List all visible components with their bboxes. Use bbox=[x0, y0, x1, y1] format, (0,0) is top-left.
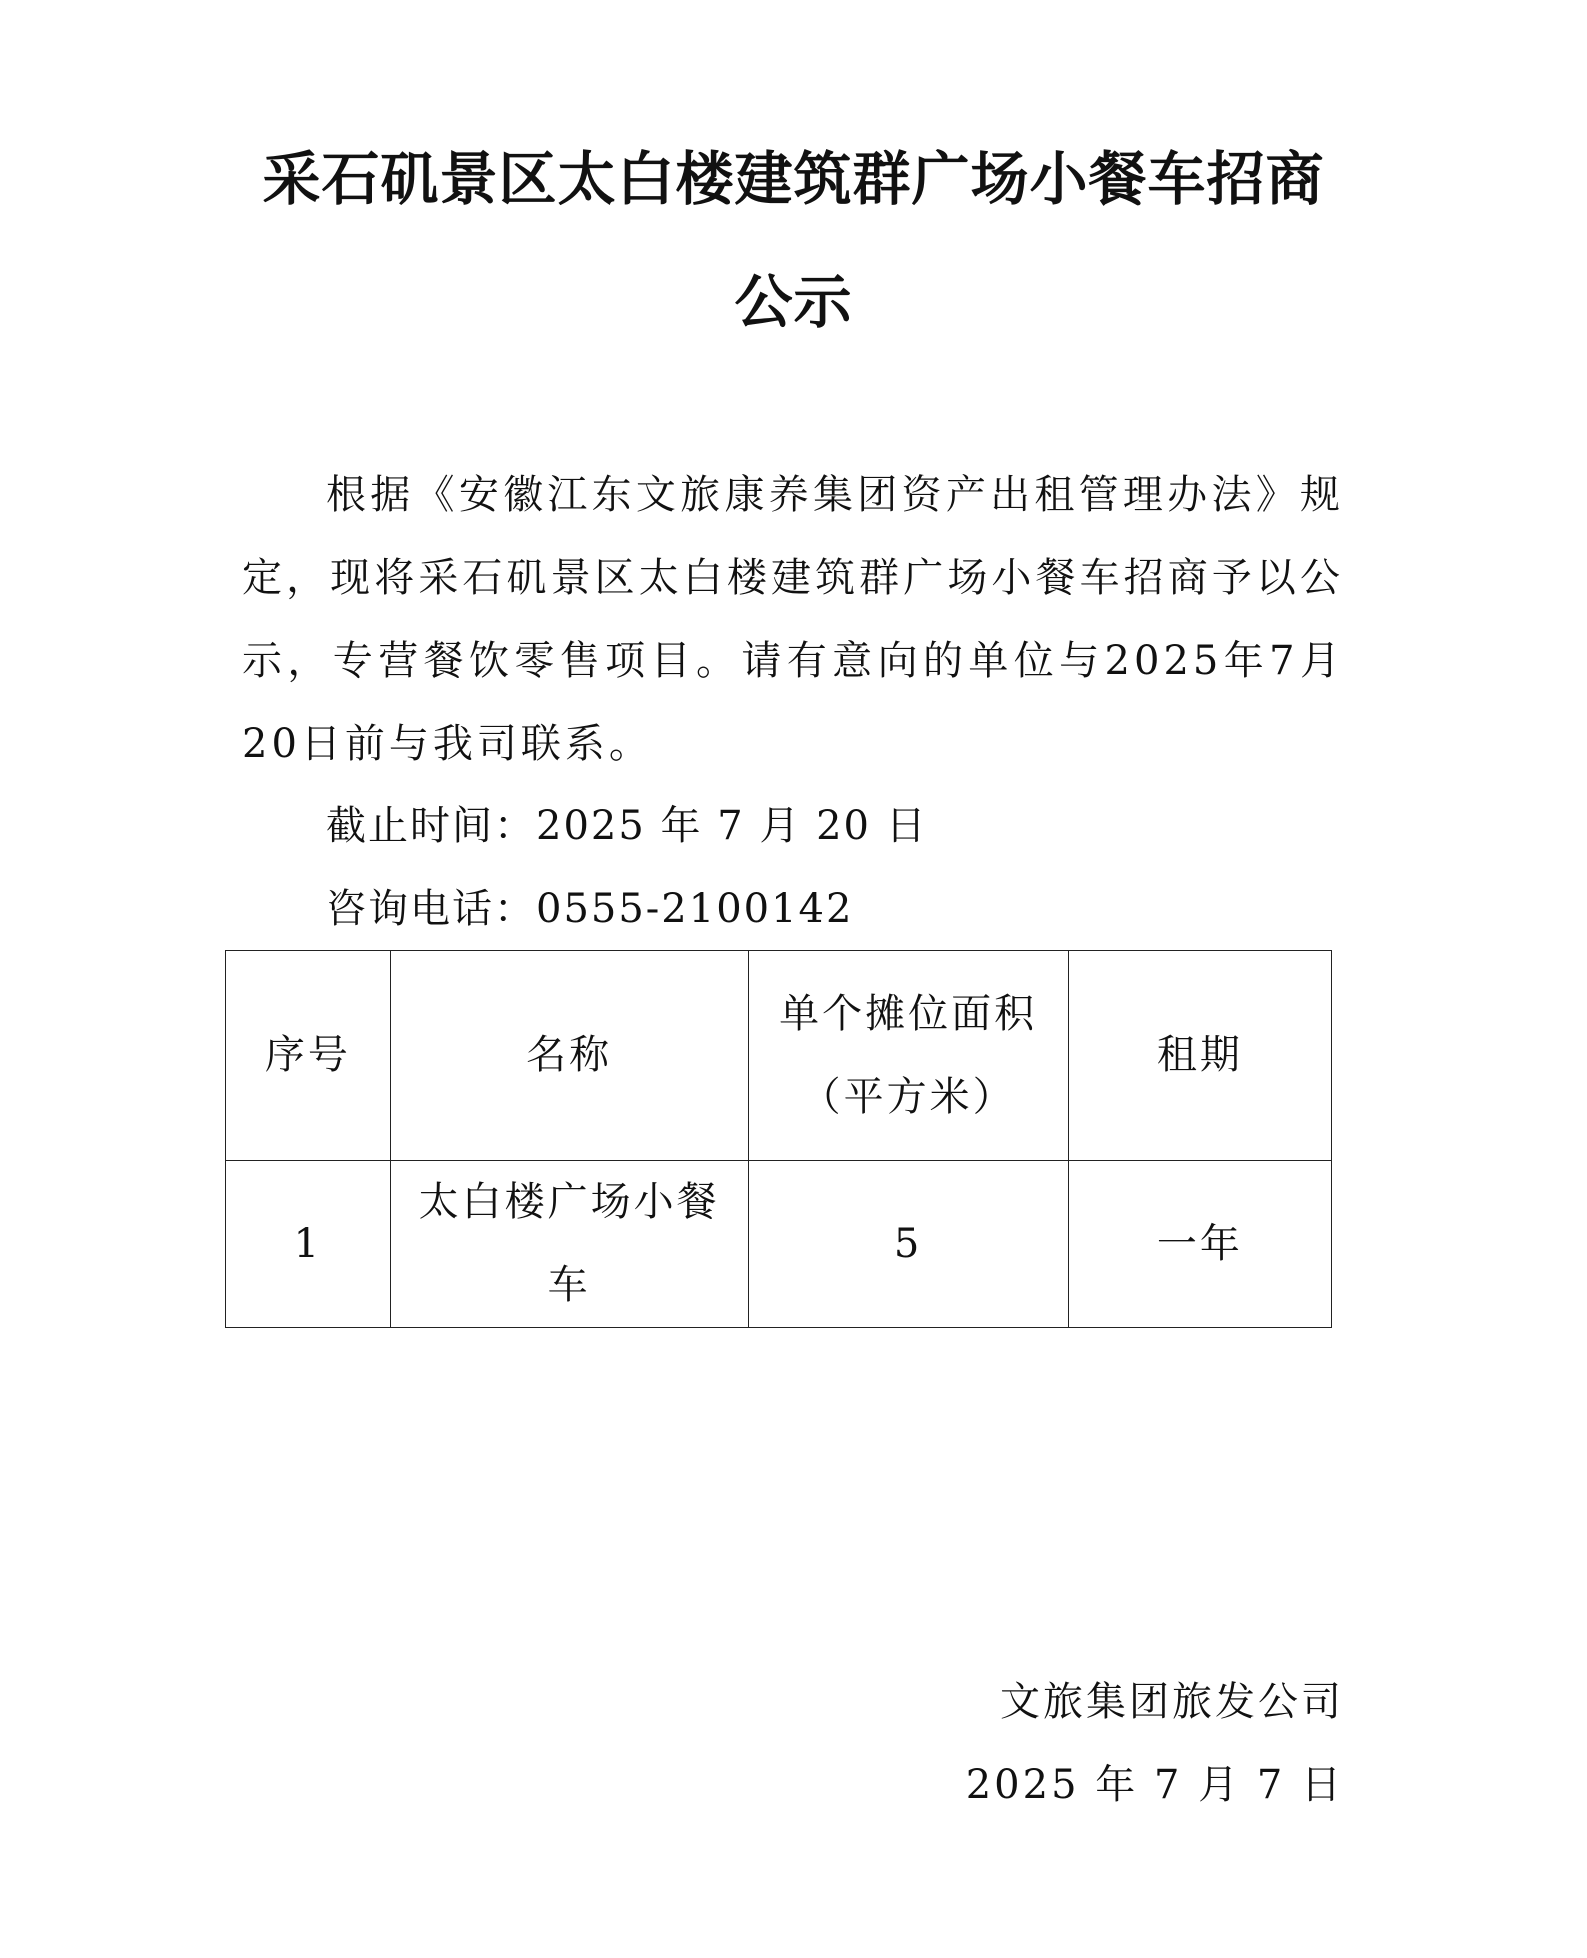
document-title-line-2: 公示 bbox=[734, 268, 853, 336]
table-row bbox=[226, 1161, 1332, 1328]
cell-serial: 1 bbox=[226, 1161, 391, 1328]
body-paragraph: 根据《安徽江东文旅康养集团资产出租管理办法》规定，现将采石矶景区太白楼建筑群广场小餐车招商予以公示，专营餐饮零售项目。请有意向的单位与2025年7月20日前与我司联系。 bbox=[242, 472, 1344, 767]
header-lease-term: 租期 bbox=[1068, 951, 1331, 1161]
cell-name: 太白楼广场小餐车 bbox=[390, 1161, 748, 1328]
document-title-line-1: 采石矶景区太白楼建筑群广场小餐车招商 bbox=[262, 145, 1325, 213]
header-serial: 序号 bbox=[226, 951, 391, 1161]
cell-area: 5 bbox=[748, 1161, 1068, 1328]
issuer-name: 文旅集团旅发公司 bbox=[1000, 1679, 1344, 1725]
listing-table bbox=[225, 950, 1332, 1328]
table-header-row bbox=[226, 951, 1332, 1161]
header-name: 名称 bbox=[390, 951, 748, 1161]
issue-date: 2025 年 7 月 7 日 bbox=[965, 1762, 1344, 1808]
cell-lease-term: 一年 bbox=[1068, 1161, 1331, 1328]
header-area: 单个摊位面积（平方米） bbox=[748, 951, 1068, 1161]
phone-line: 咨询电话：0555-2100142 bbox=[326, 886, 854, 932]
deadline-line: 截止时间：2025 年 7 月 20 日 bbox=[326, 803, 928, 849]
